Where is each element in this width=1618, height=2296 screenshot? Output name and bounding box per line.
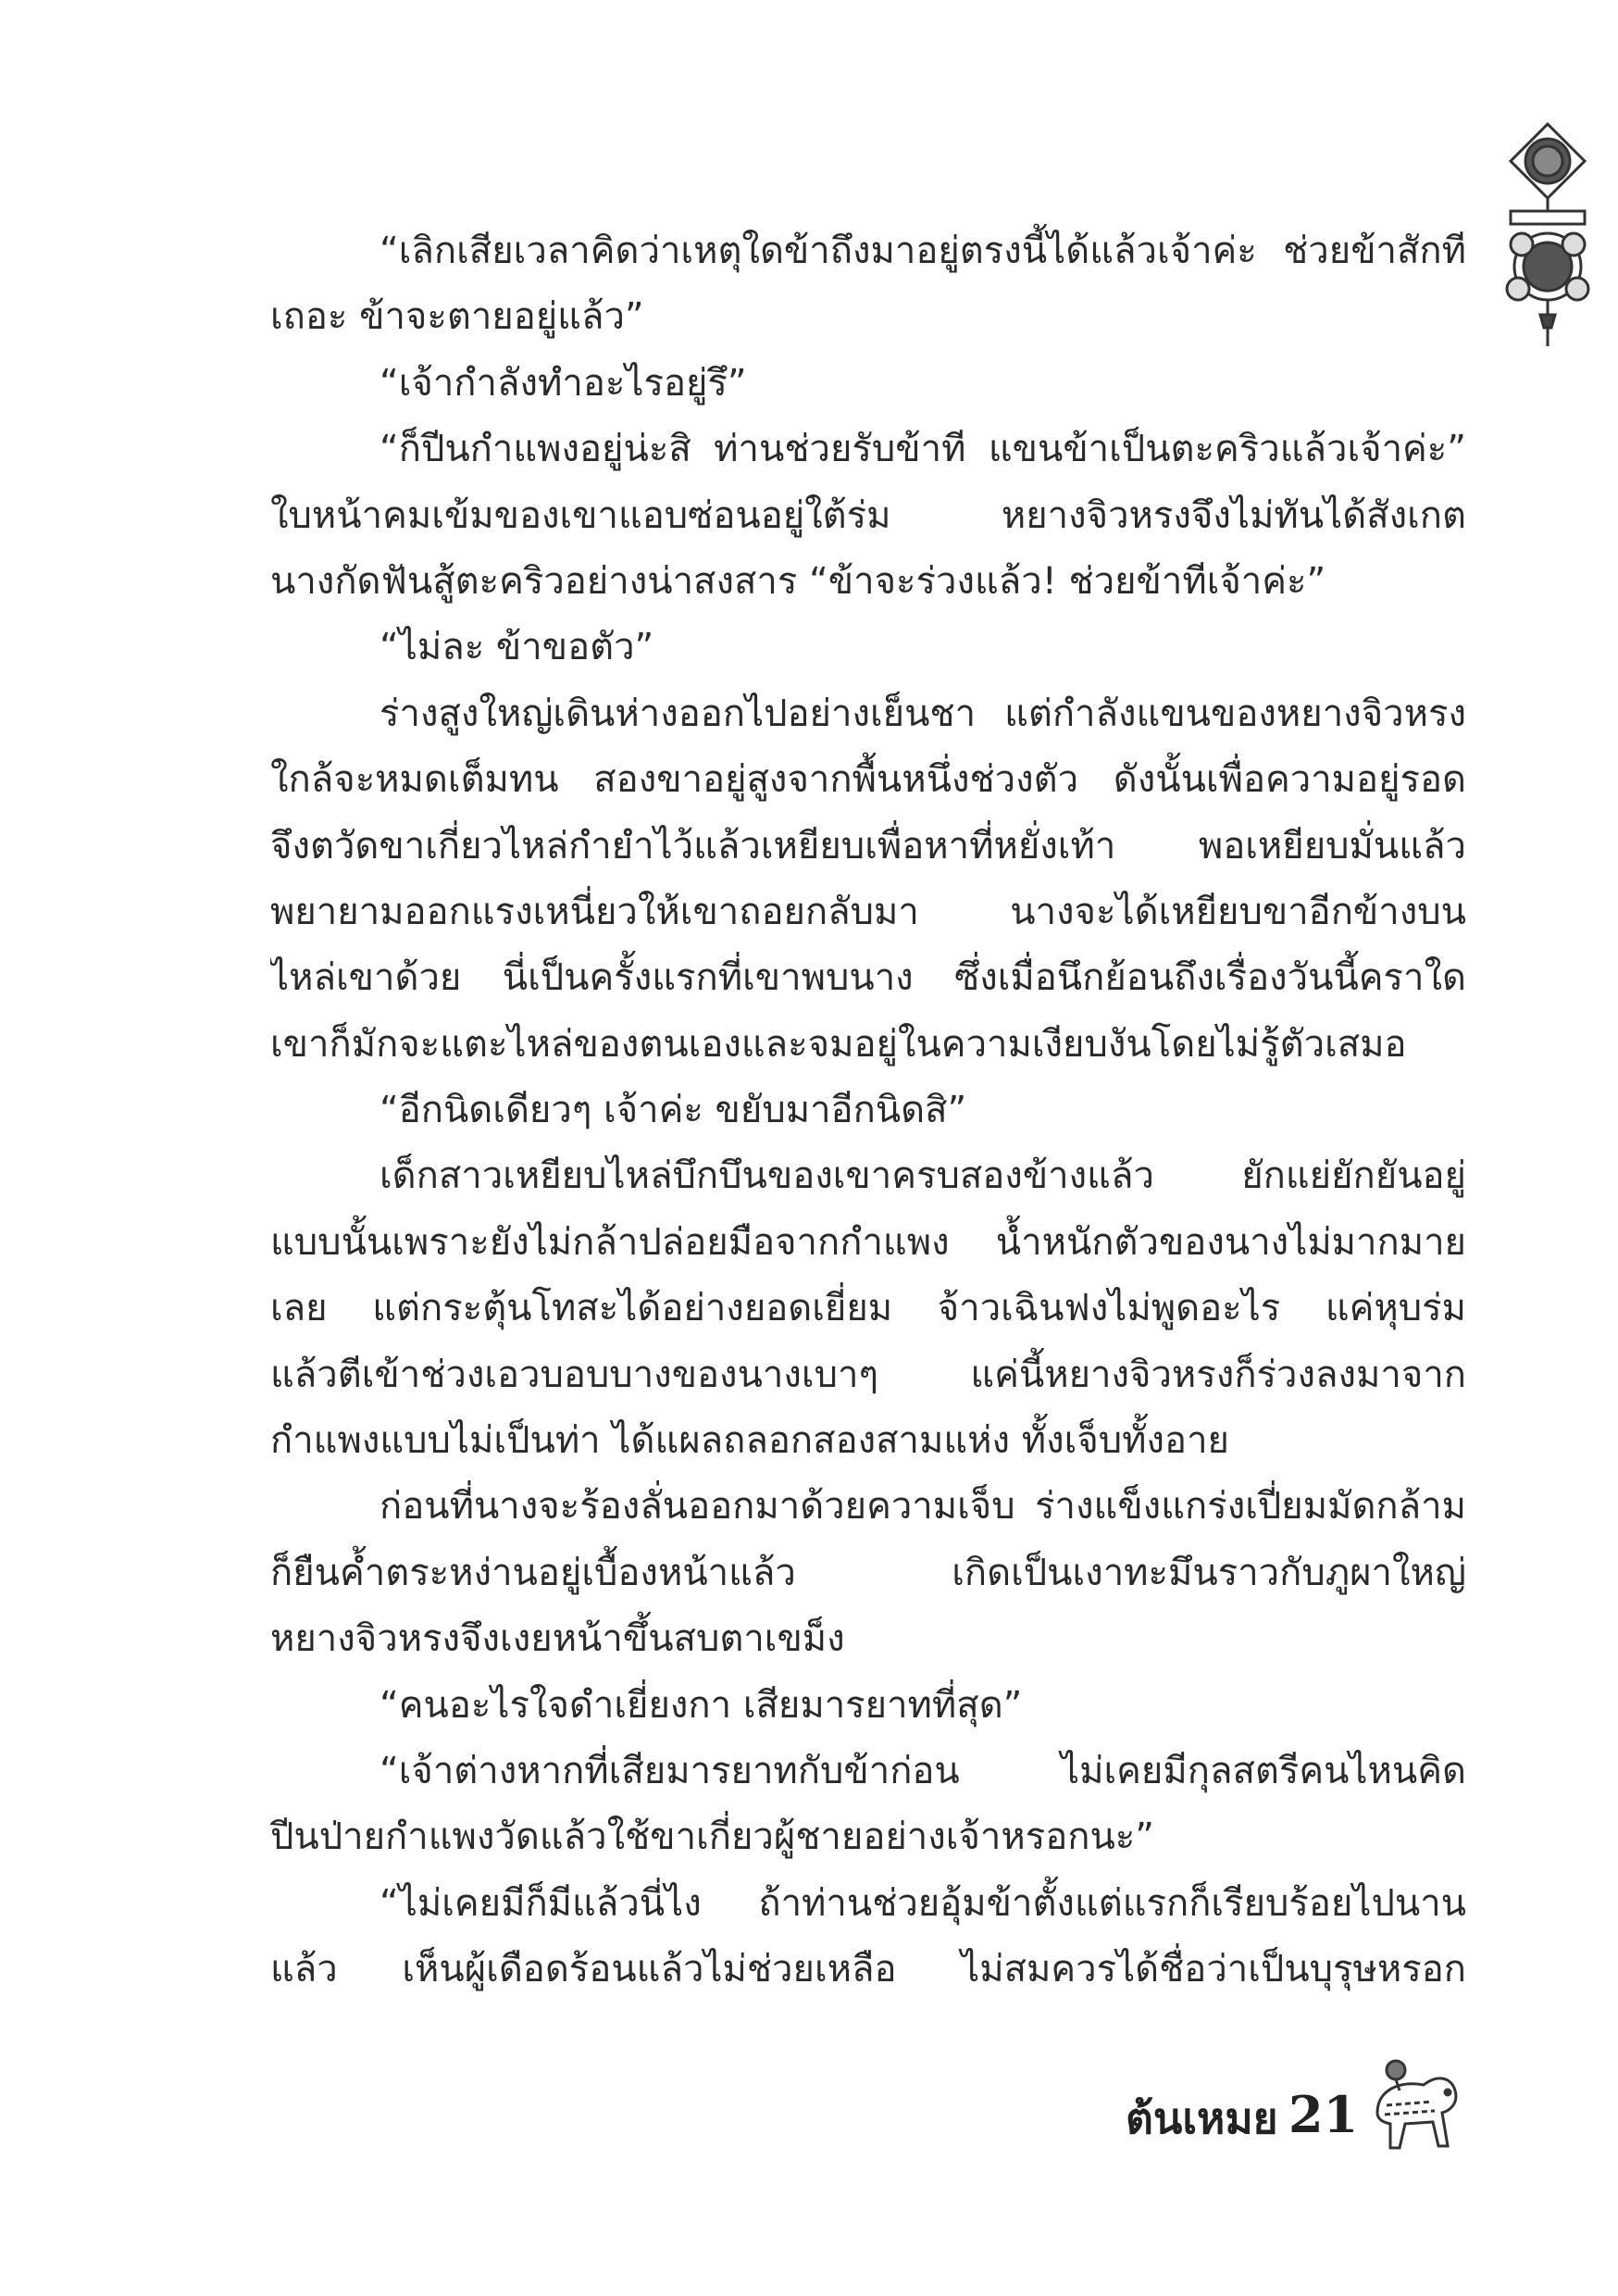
- horse-icon: [1359, 2057, 1470, 2159]
- text-line: เถอะ ข้าจะตายอยู่แล้ว”: [270, 295, 644, 339]
- text-line: แล้วตีเข้าช่วงเอวบอบบางของนางเบาๆ แค่นี้หยางจิวหรงก็ร่วงลงมาจาก: [270, 1353, 1466, 1396]
- text-line: ปีนป่ายกำแพงวัดแล้วใช้ขาเกี่ยวผู้ชายอย่างเจ้าหรอกนะ”: [270, 1816, 1154, 1859]
- text-line: หยางจิวหรงจึงเงยหน้าขึ้นสบตาเขม็ง: [270, 1617, 845, 1661]
- page-number: 21: [1288, 2085, 1359, 2144]
- text-line: พยายามออกแรงเหนี่ยวให้เขาถอยกลับมา นางจะได้เหยียบขาอีกข้างบน: [270, 890, 1466, 933]
- text-line: จึงตวัดขาเกี่ยวไหล่กำยำไว้แล้วเหยียบเพื่อหาที่หยั่งเท้า พอเหยียบมั่นแล้ว: [270, 824, 1466, 867]
- text-line: นางกัดฟันสู้ตะคริวอย่างน่าสงสาร “ข้าจะร่วงแล้ว! ช่วยข้าทีเจ้าค่ะ”: [270, 559, 1326, 603]
- text-line: เลย แต่กระตุ้นโทสะได้อย่างยอดเยี่ยม จ้าวเฉินฟงไม่พูดอะไร แค่หุบร่ม: [270, 1287, 1466, 1330]
- text-line: “เจ้าต่างหากที่เสียมารยาทกับข้าก่อน ไม่เคยมีกุลสตรีคนไหนคิด: [380, 1749, 1466, 1792]
- book-title: ต้นเหมย: [1126, 2093, 1278, 2143]
- text-line: เด็กสาวเหยียบไหล่บึกบึนของเขาครบสองข้างแล้ว ยักแย่ยักยันอยู่: [380, 1154, 1466, 1198]
- text-line: ไหล่เขาด้วย นี่เป็นครั้งแรกที่เขาพบนาง ซึ่งเมื่อนึกย้อนถึงเรื่องวันนี้คราใด: [270, 956, 1466, 1000]
- text-line: “ก็ปีนกำแพงอยู่น่ะสิ ท่านช่วยรับข้าที แขนข้าเป็นตะคริวแล้วเจ้าค่ะ”: [380, 428, 1466, 471]
- text-line: “เลิกเสียเวลาคิดว่าเหตุใดข้าถึงมาอยู่ตรงนี้ได้แล้วเจ้าค่ะ ช่วยข้าสักที: [380, 230, 1466, 272]
- text-line: แบบนั้นเพราะยังไม่กล้าปล่อยมือจากกำแพง น้ำหนักตัวของนางไม่มากมาย: [270, 1220, 1466, 1264]
- text-line: เขาก็มักจะแตะไหล่ของตนเองและจมอยู่ในความเงียบงันโดยไม่รู้ตัวเสมอ: [270, 1022, 1407, 1066]
- text-line: ใบหน้าคมเข้มของเขาแอบซ่อนอยู่ใต้ร่ม หยางจิวหรงจึงไม่ทันได้สังเกต: [270, 493, 1466, 537]
- text-line: “ไม่ละ ข้าขอตัว”: [380, 626, 654, 669]
- text-line: “เจ้ากำลังทำอะไรอยู่รึ”: [380, 361, 747, 405]
- text-line: ก็ยืนค้ำตระหง่านอยู่เบื้องหน้าแล้ว เกิดเป็นเงาทะมึนราวกับภูผาใหญ่: [270, 1551, 1466, 1594]
- text-line: ร่างสูงใหญ่เดินห่างออกไปอย่างเย็นชา แต่กำลังแขนของหยางจิวหรง: [380, 692, 1466, 735]
- text-line: “อีกนิดเดียวๆ เจ้าค่ะ ขยับมาอีกนิดสิ”: [380, 1089, 967, 1132]
- text-line: “คนอะไรใจดำเยี่ยงกา เสียมารยาทที่สุด”: [380, 1683, 1023, 1727]
- text-line: แล้ว เห็นผู้เดือดร้อนแล้วไม่ช่วยเหลือ ไม่สมควรได้ชื่อว่าเป็นบุรุษหรอก: [270, 1948, 1466, 1991]
- body-text: [270, 218, 1466, 2003]
- text-line: ก่อนที่นางจะร้องลั่นออกมาด้วยความเจ็บ ร่างแข็งแกร่งเปี่ยมมัดกล้าม: [380, 1485, 1466, 1529]
- chinese-knot-ornament-icon: [1492, 119, 1603, 350]
- text-line: “ไม่เคยมีก็มีแล้วนี่ไง ถ้าท่านช่วยอุ้มข้าตั้งแต่แรกก็เรียบร้อยไปนาน: [380, 1881, 1466, 1925]
- text-line: ใกล้จะหมดเต็มทน สองขาอยู่สูงจากพื้นหนึ่งช่วงตัว ดังนั้นเพื่อความอยู่รอด: [270, 758, 1466, 802]
- text-line: กำแพงแบบไม่เป็นท่า ได้แผลถลอกสองสามแห่ง ทั้งเจ็บทั้งอาย: [270, 1419, 1229, 1463]
